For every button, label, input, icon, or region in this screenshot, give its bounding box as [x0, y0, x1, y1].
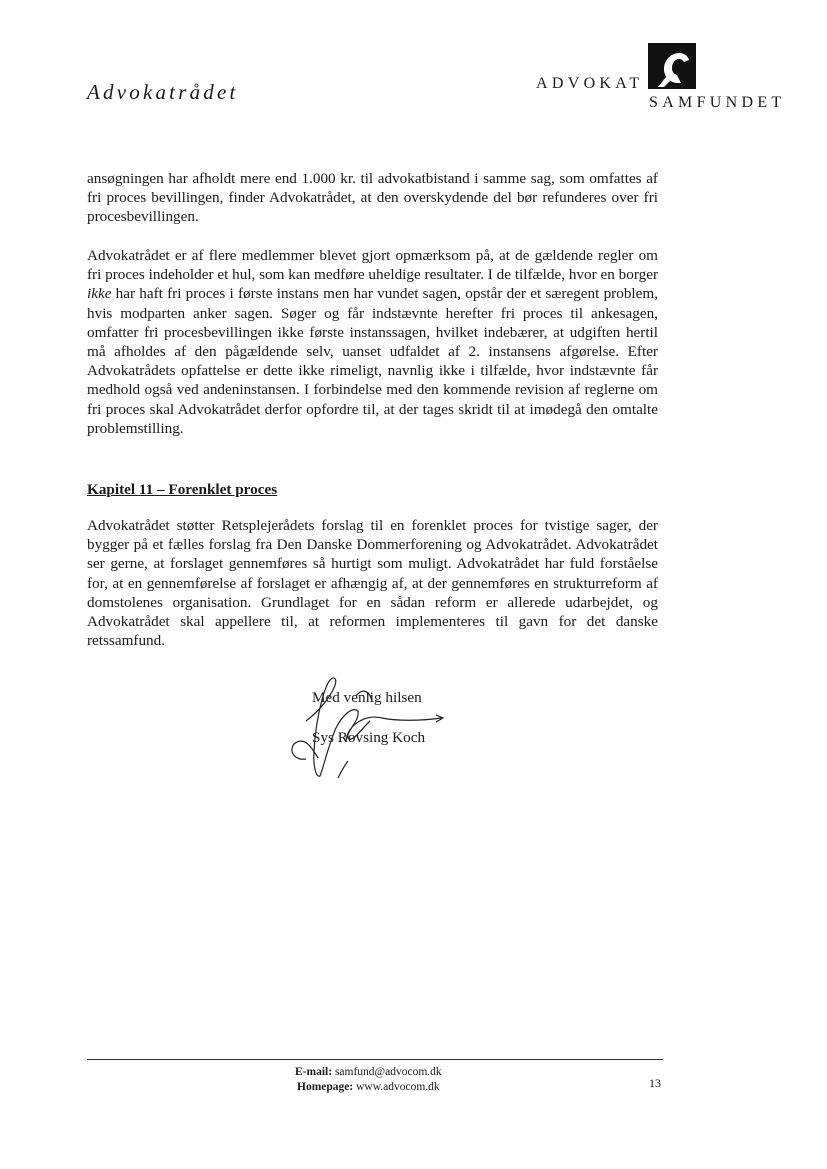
paragraph-fee-refund: [87, 169, 658, 227]
paragraph-text: Advokatrådet støtter Retsplejerådets forslag til en forenklet proces for tvistige sager, der bygger på et fælles forslag fra Den Danske Dommerforening og Advokatrådet. Advokatrådet ser gerne, at forslaget gennemføres så hurtigt som muligt. Advokatrådet har fuld forståelse for, at en gennemførelse af forslaget er afhængig af, at der gennemføres en strukturreform af domstolenes organisation. Grundlaget for en sådan reform er allerede udarbejdet, og Advokatrådet skal appellere til, at reformen implementeres til gavn for det danske retssamfund.: [87, 517, 658, 650]
footer-homepage: [297, 1081, 440, 1093]
paragraph-text-start: Advokatrådet er af flere medlemmer blevet gjort opmærksom på, at de gældende regler om fri proces indeholder et hul, som kan medføre uheldige resultater. I de tilfælde, hvor en borger: [87, 247, 658, 284]
footer-email: [295, 1066, 442, 1078]
closing-greeting: Med venlig hilsen: [312, 689, 422, 706]
paragraph-legal-aid-gap: [87, 246, 658, 438]
homepage-label: Homepage:: [297, 1081, 354, 1093]
email-link[interactable]: samfund@advocom.dk: [334, 1066, 442, 1078]
section-heading: Kapitel 11 – Forenklet proces: [87, 481, 278, 498]
page-number: 13: [649, 1076, 661, 1090]
homepage-link[interactable]: www.advocom.dk: [356, 1081, 440, 1093]
header-title: Advokatrådet: [87, 80, 239, 104]
brand-name-line1: ADVOKAT: [536, 75, 644, 92]
paragraph-text: [87, 246, 658, 438]
emphasis-text: ikke: [87, 285, 112, 303]
paragraph-text-end: har haft fri proces i første instans men har vundet sagen, opstår der et særegent problem, hvis modparten anker sagen. Søger og får indstævnte herefter fri proces til ankesagen, omfatter fri procesbevillingen ikke første instanssagen, hvilket indebærer, at udgiften hertil må afholdes af den pågældende selv, uanset udfaldet af 2. instansens afgørelse. Efter Advokatrådets opfattelse er dette ikke rimeligt, navnlig ikke i tilfælde, hvor indstævnte får medhold også ved andeninstansen. I forbindelse med den kommende revision af reglerne om fri proces skal Advokatrådet derfor opfordre til, at der tages skridt til at imødegå den omtalte problemstilling.: [87, 285, 658, 437]
paragraph-text: ansøgningen har afholdt mere end 1.000 kr. til advokatbistand i samme sag, som omfattes af fri proces bevillingen, finder Advokatrådet, at den overskydende del bør refunderes over fri procesbevillingen.: [87, 170, 658, 226]
paragraph-simplified-process: [87, 516, 658, 650]
knight-helmet-icon: [648, 43, 696, 89]
signer-name: Sys Rovsing Koch: [312, 729, 426, 746]
handwritten-signature: [286, 666, 446, 781]
footer-divider: [87, 1059, 663, 1060]
email-label: E-mail:: [295, 1066, 333, 1078]
brand-name-line2: SAMFUNDET: [649, 94, 786, 111]
